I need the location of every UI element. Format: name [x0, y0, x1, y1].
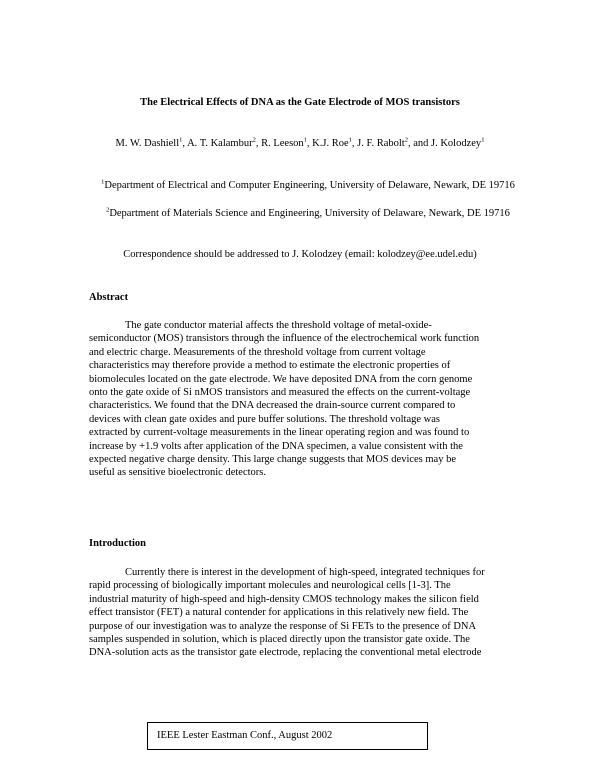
author: J. Kolodzey$^1$ — [431, 136, 485, 149]
text-line: characteristics. We found that the DNA decreased the drain-source current compared to — [89, 400, 456, 412]
text-line: rapid processing of biologically important molecules and neurological cells [1-3]. The — [89, 580, 451, 592]
text-line: semiconductor (MOS) transistors through the influence of the electrochemical work function — [89, 333, 480, 345]
text-line: characteristics may therefore provide a method to estimate the electronic properties of — [89, 360, 451, 372]
text-line: devices with clean gate oxides and pure buffer solutions. The threshold voltage was — [89, 413, 440, 425]
text-line: expected negative charge density. This large change suggests that MOS devices may be — [89, 454, 457, 466]
introduction-body — [89, 566, 529, 660]
author: K.J. Roe$^1$, — [312, 136, 358, 149]
text-line: effect transistor (FET) a natural contender for applications in this relatively new field. The — [89, 607, 469, 619]
text-line: onto the gate oxide of Si nMOS transistors and measured the effects on the current-voltage — [89, 387, 471, 399]
text-line: increase by +1.9 volts after application of the DNA specimen, a value consistent with the — [89, 440, 463, 452]
text-line: Currently there is interest in the development of high-speed, integrated techniques for — [125, 567, 485, 578]
text-line: DNA-solution acts as the transistor gate electrode, replacing the conventional metal electrode — [89, 647, 482, 659]
author: J. F. Rabolt$^2$, and — [357, 136, 432, 149]
conference-footer: IEEE Lester Eastman Conf., August 2002 — [147, 722, 428, 750]
abstract-heading: Abstract — [89, 292, 129, 303]
text-line: samples suspended in solution, which is placed directly upon the transistor gate oxide. The — [89, 634, 470, 646]
correspondence-note: Correspondence should be addressed to J. Kolodzey (email: kolodzey@ee.udel.edu) — [123, 249, 477, 260]
author: M. W. Dashiell$^1$, — [115, 136, 188, 149]
text-line: The gate conductor material affects the threshold voltage of metal-oxide- — [125, 320, 432, 331]
affiliation-2: $^2$Department of Materials Science and Engineering, University of Delaware, Newark, DE 19716 — [106, 206, 510, 219]
text-line: extracted by current-voltage measurements in the linear operating region and was found to — [89, 427, 470, 439]
author: A. T. Kalambur$^2$, — [187, 136, 262, 149]
author-list — [0, 138, 600, 149]
text-line: industrial maturity of high-speed and high-density CMOS technology makes the silicon field — [89, 593, 479, 605]
introduction-heading: Introduction — [89, 538, 146, 549]
text-line: and electric charge. Measurements of the threshold voltage from current voltage — [89, 346, 426, 358]
author: R. Leeson$^1$, — [261, 136, 313, 149]
abstract-body — [89, 319, 529, 480]
affiliation-1: $^1$Department of Electrical and Computer Engineering, University of Delaware, Newark, DE 19716 — [101, 178, 515, 191]
paper-title: The Electrical Effects of DNA as the Gate Electrode of MOS transistors — [140, 97, 460, 108]
text-line: biomolecules located on the gate electrode. We have deposited DNA from the corn genome — [89, 373, 473, 385]
text-line: purpose of our investigation was to analyze the response of Si FETs to the presence of DNA — [89, 620, 477, 632]
text-line: useful as sensitive bioelectronic detectors. — [89, 467, 266, 479]
